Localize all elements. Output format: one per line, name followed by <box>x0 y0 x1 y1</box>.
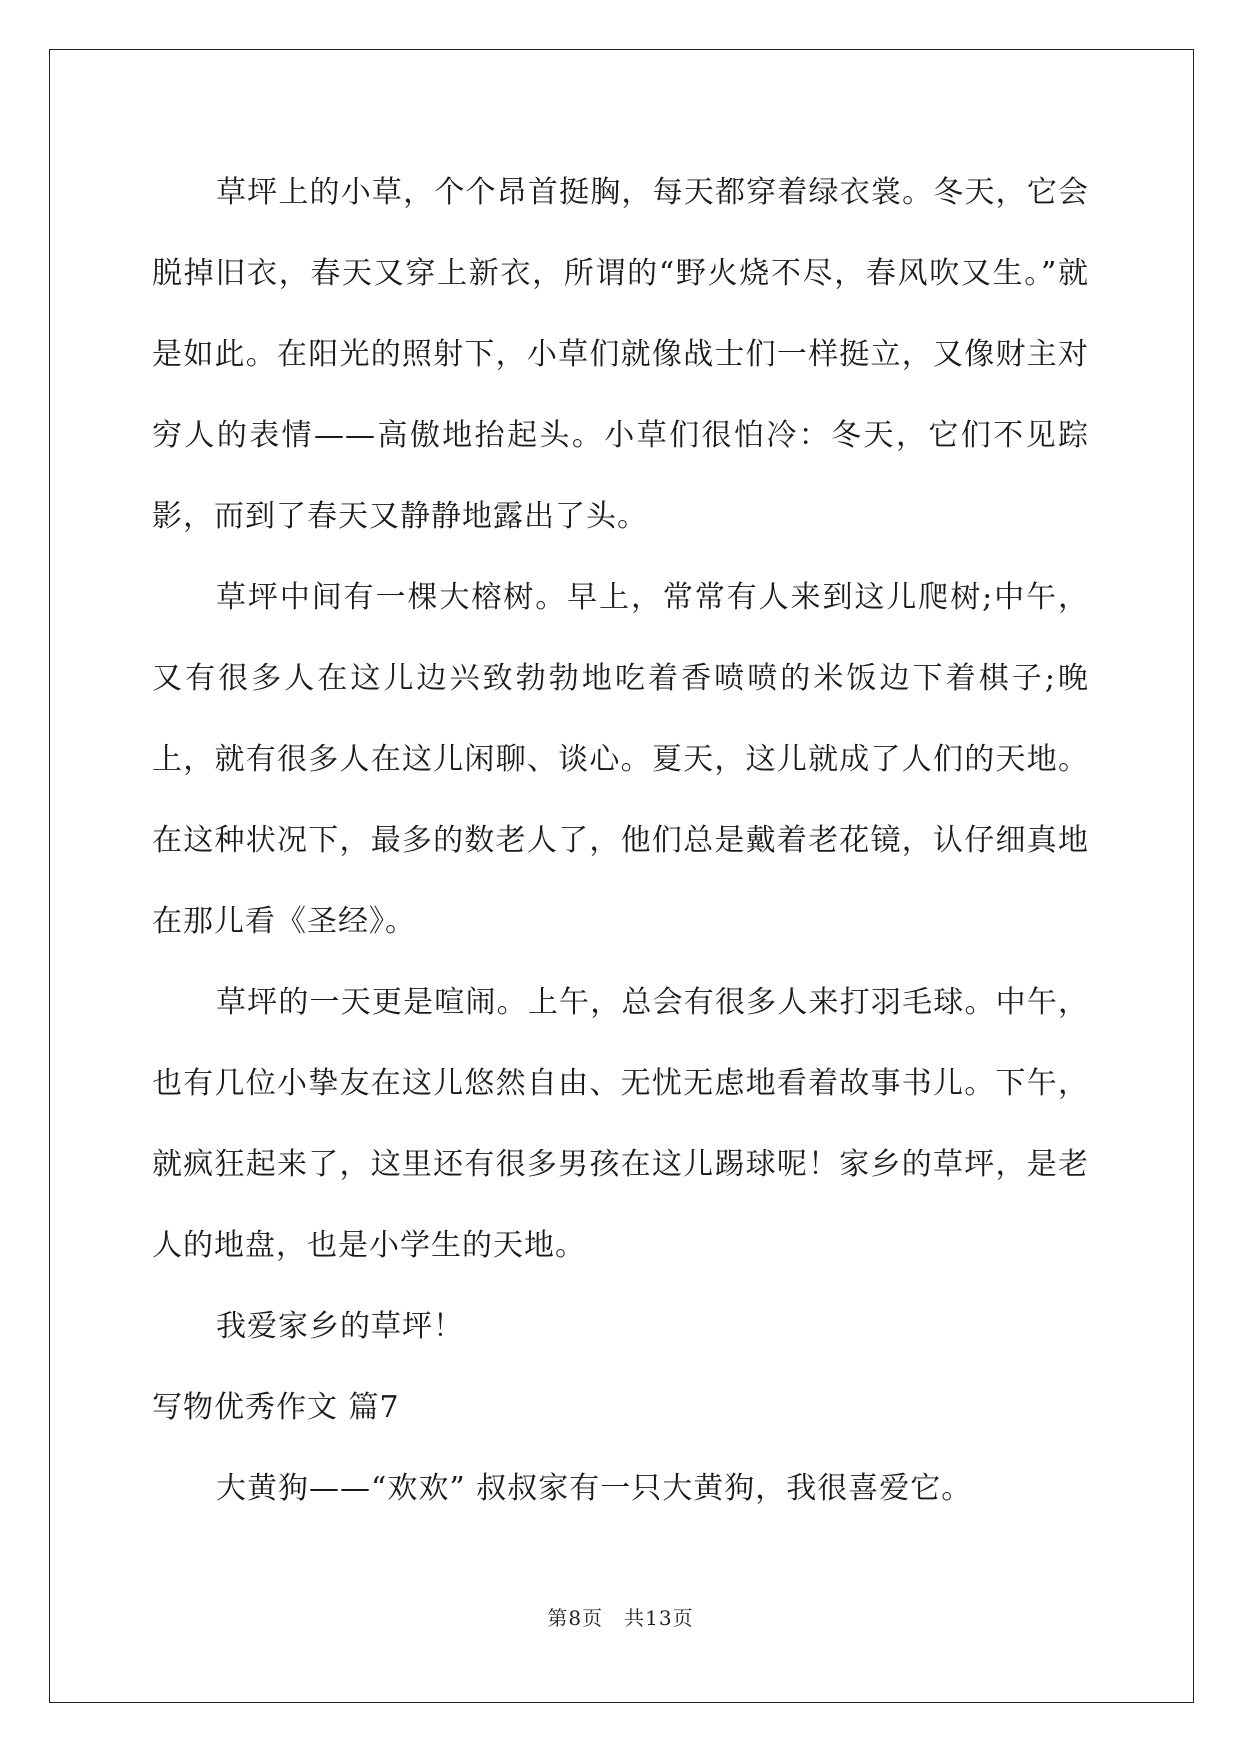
page-footer: 第8页 共13页 <box>547 1606 694 1630</box>
document-body <box>152 152 1089 1529</box>
paragraph-grass: 草坪上的小草，个个昂首挺胸，每天都穿着绿衣裳。冬天，它会脱掉旧衣，春天又穿上新衣，所谓的“野火烧不尽，春风吹又生。”就是如此。在阳光的照射下，小草们就像战士们一样挺立，又像财主对穷人的表情——高傲地抬起头。小草们很怕冷：冬天，它们不见踪影，而到了春天又静静地露出了头。 <box>152 175 1089 534</box>
paragraph-closing: 我爱家乡的草坪！ <box>216 1309 464 1344</box>
paragraph-yellow-dog: 大黄狗——“欢欢” 叔叔家有一只大黄狗，我很喜爱它。 <box>216 1471 973 1506</box>
section-heading: 写物优秀作文 篇7 <box>152 1390 400 1425</box>
paragraph-banyan-tree: 草坪中间有一棵大榕树。早上，常常有人来到这儿爬树;中午，又有很多人在这儿边兴致勃勃地吃着香喷喷的米饭边下着棋子;晚上，就有很多人在这儿闲聊、谈心。夏天，这儿就成了人们的天地。在这种状况下，最多的数老人了，他们总是戴着老花镜，认仔细真地在那儿看《圣经》。 <box>152 580 1089 939</box>
paragraph-lively-day: 草坪的一天更是喧闹。上午，总会有很多人来打羽毛球。中午，也有几位小挚友在这儿悠然自由、无忧无虑地看着故事书儿。下午，就疯狂起来了，这里还有很多男孩在这儿踢球呢！家乡的草坪，是老人的地盘，也是小学生的天地。 <box>152 985 1089 1263</box>
